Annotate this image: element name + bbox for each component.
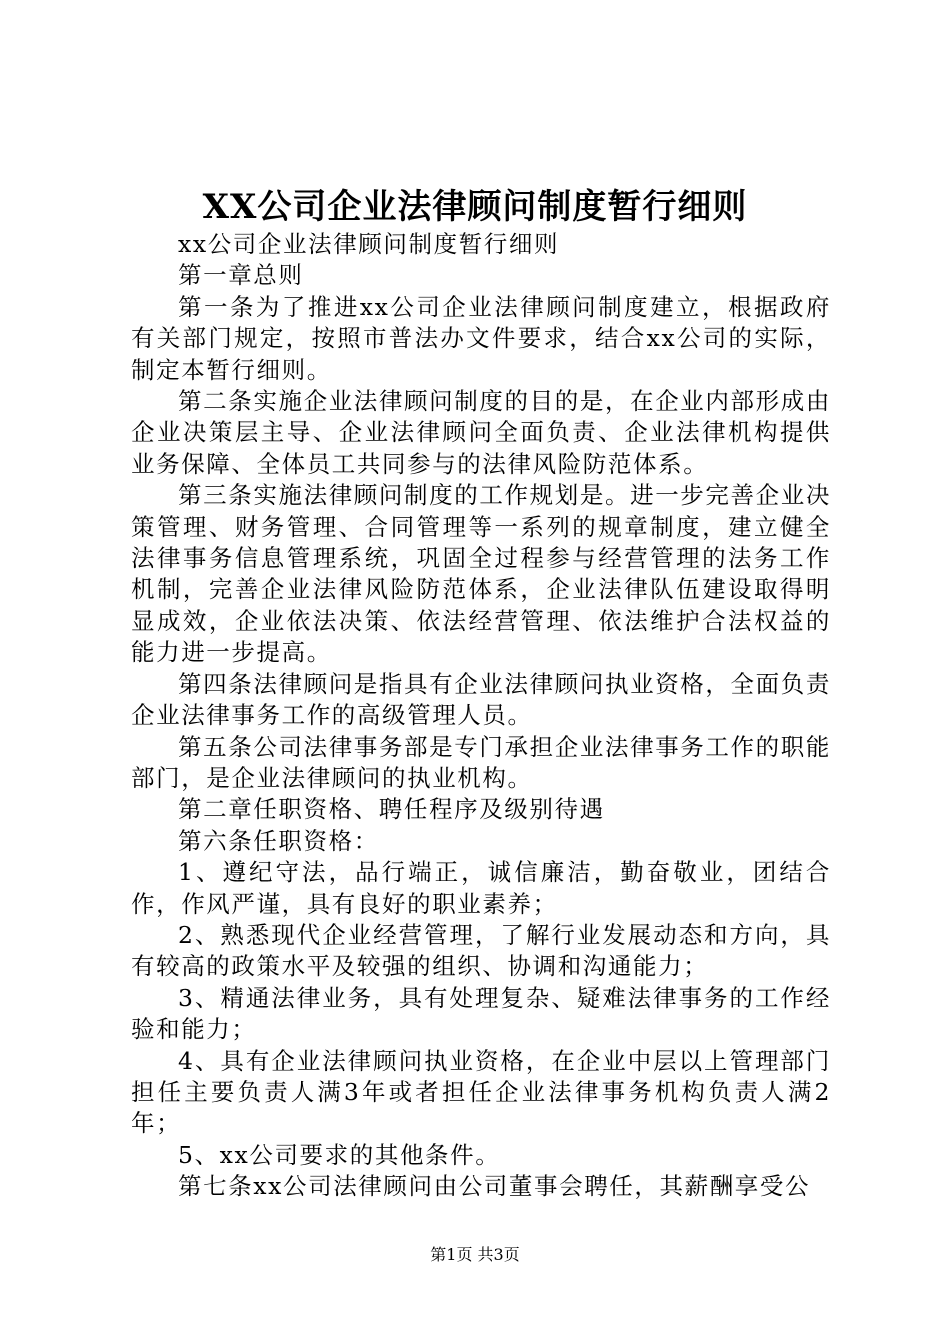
chapter-heading-1: 第一章总则 — [178, 261, 304, 290]
document-title: XX公司企业法律顾问制度暂行细则 — [202, 187, 748, 227]
chapter-heading-2: 第二章任职资格、聘任程序及级别待遇 — [178, 795, 605, 824]
article-3: 第三条实施法律顾问制度的工作规划是。进一步完善企业决策管理、财务管理、合同管理等一系列的规章制度，建立健全法律事务信息管理系统，巩固全过程参与经营管理的法务工作机制，完善企业法律风险防范体系，企业法律队伍建设取得明显成效，企业依法决策、依法经营管理、依法维护合法权益的能力进一步提高。 — [131, 481, 831, 667]
page-number-footer: 第1页 共3页 — [430, 1245, 520, 1264]
qualification-item-1: 1、遵纪守法，品行端正，诚信廉洁，勤奋敬业，团结合作，作风严谨，具有良好的职业素养； — [131, 858, 831, 918]
qualification-item-2: 2、熟悉现代企业经营管理，了解行业发展动态和方向，具有较高的政策水平及较强的组织、协调和沟通能力； — [131, 920, 831, 981]
paragraph-subtitle: xx公司企业法律顾问制度暂行细则 — [178, 230, 560, 258]
article-4: 第四条法律顾问是指具有企业法律顾问执业资格，全面负责企业法律事务工作的高级管理人员。 — [131, 669, 831, 730]
article-1: 第一条为了推进xx公司企业法律顾问制度建立，根据政府有关部门规定，按照市普法办文件要求，结合xx公司的实际，制定本暂行细则。 — [131, 292, 831, 384]
qualification-item-3: 3、精通法律业务，具有处理复杂、疑难法律事务的工作经验和能力； — [131, 983, 831, 1044]
article-7: 第七条xx公司法律顾问由公司董事会聘任，其薪酬享受公 — [178, 1172, 811, 1201]
document-body — [131, 229, 831, 1203]
qualification-item-4: 4、具有企业法律顾问执业资格，在企业中层以上管理部门担任主要负责人满3年或者担任企业法律事务机构负责人满2年； — [131, 1046, 831, 1138]
qualification-item-5: 5、xx公司要求的其他条件。 — [178, 1140, 501, 1169]
article-5: 第五条公司法律事务部是专门承担企业法律事务工作的职能部门，是企业法律顾问的执业机构。 — [131, 732, 831, 792]
article-2: 第二条实施企业法律顾问制度的目的是，在企业内部形成由企业决策层主导、企业法律顾问全面负责、企业法律机构提供业务保障、全体员工共同参与的法律风险防范体系。 — [131, 387, 831, 478]
article-6: 第六条任职资格： — [178, 826, 379, 855]
